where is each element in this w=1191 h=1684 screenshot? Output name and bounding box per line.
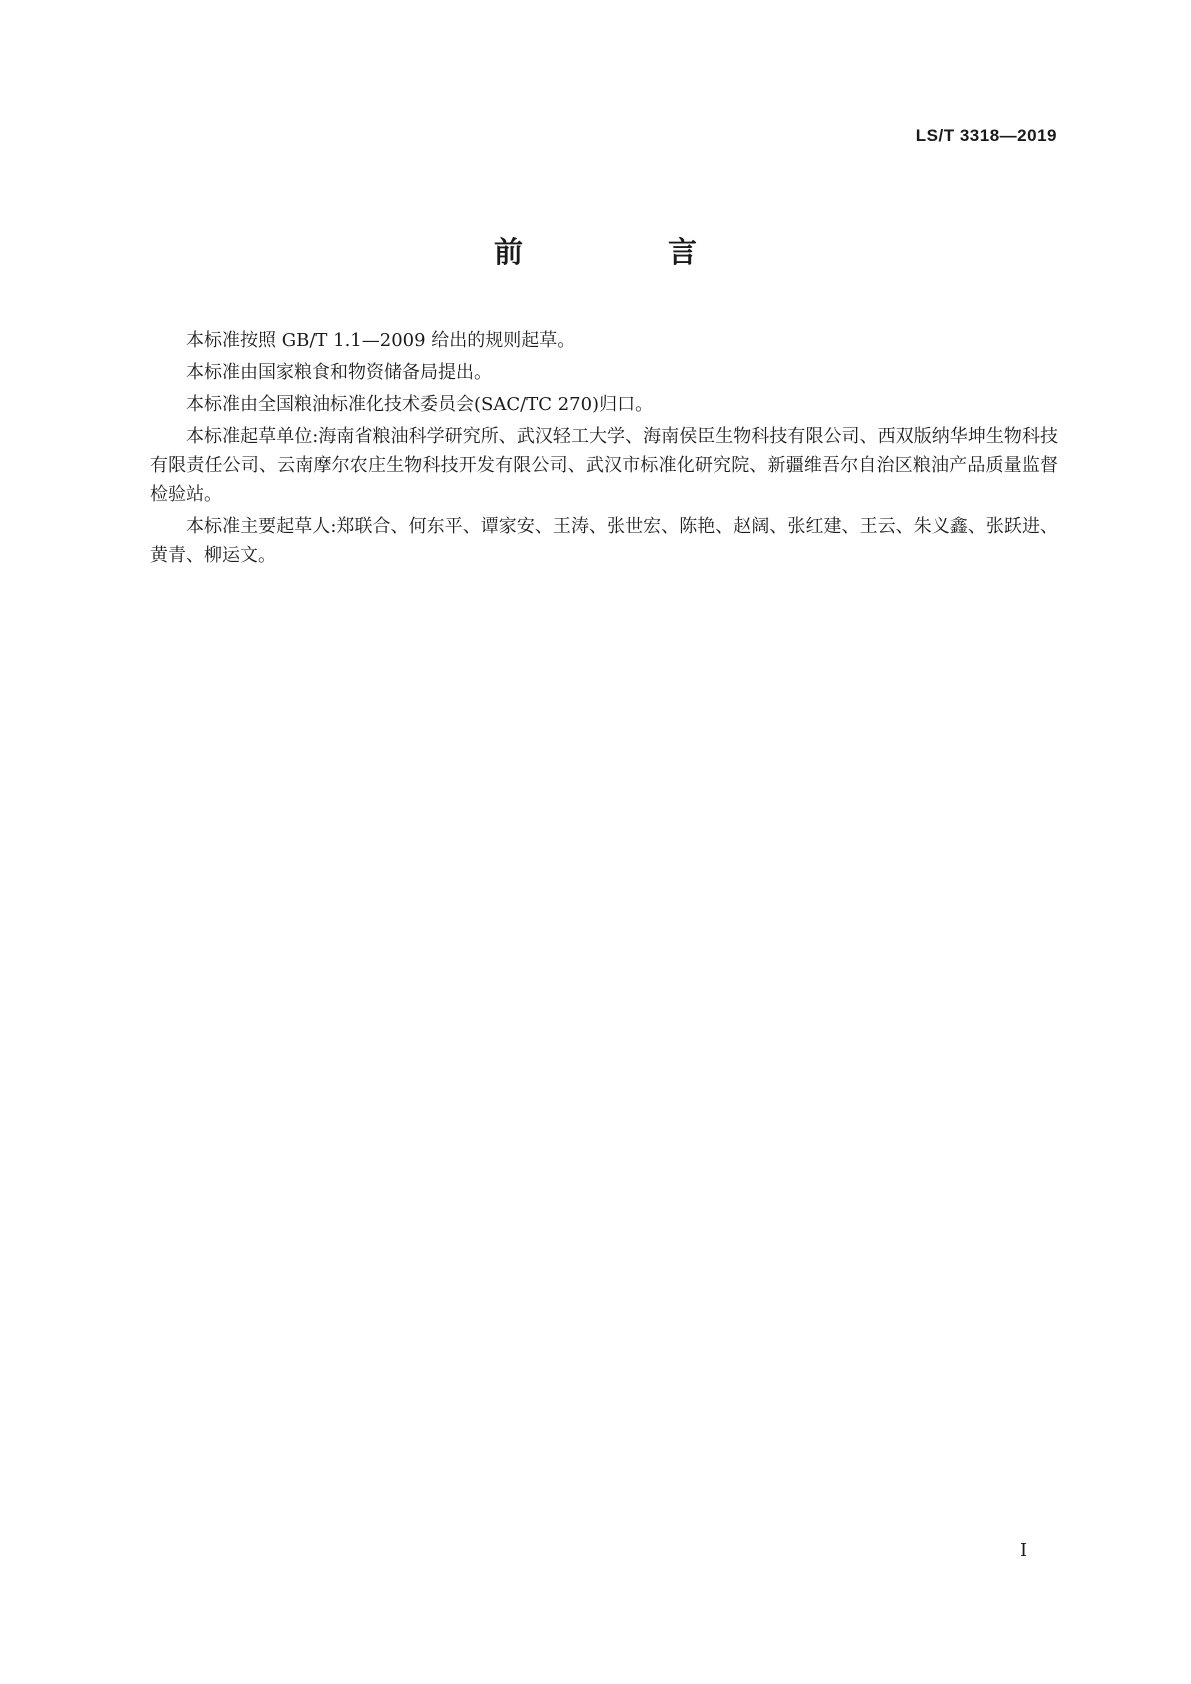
page-number: I [1020, 1540, 1028, 1561]
foreword-body [150, 326, 1058, 573]
paragraph-drafters: 本标准主要起草人:郑联合、何东平、谭家安、王涛、张世宏、陈艳、赵阔、张红建、王云、朱义鑫、张跃进、黄青、柳运文。 [150, 516, 1058, 566]
paragraph-drafting-rules: 本标准按照 GB/T 1.1—2009 给出的规则起草。 [186, 330, 576, 351]
standard-code: LS/T 3318—2019 [915, 126, 1057, 145]
paragraph-proposer: 本标准由国家粮食和物资储备局提出。 [186, 362, 492, 383]
page-title: 前 言 [493, 235, 755, 269]
paragraph-committee: 本标准由全国粮油标准化技术委员会(SAC/TC 270)归口。 [186, 394, 654, 415]
paragraph-drafting-units: 本标准起草单位:海南省粮油科学研究所、武汉轻工大学、海南侯臣生物科技有限公司、西双版纳华坤生物科技有限责任公司、云南摩尔农庄生物科技开发有限公司、武汉市标准化研究院、新疆维吾尔自治区粮油产品质量监督检验站。 [150, 426, 1058, 505]
